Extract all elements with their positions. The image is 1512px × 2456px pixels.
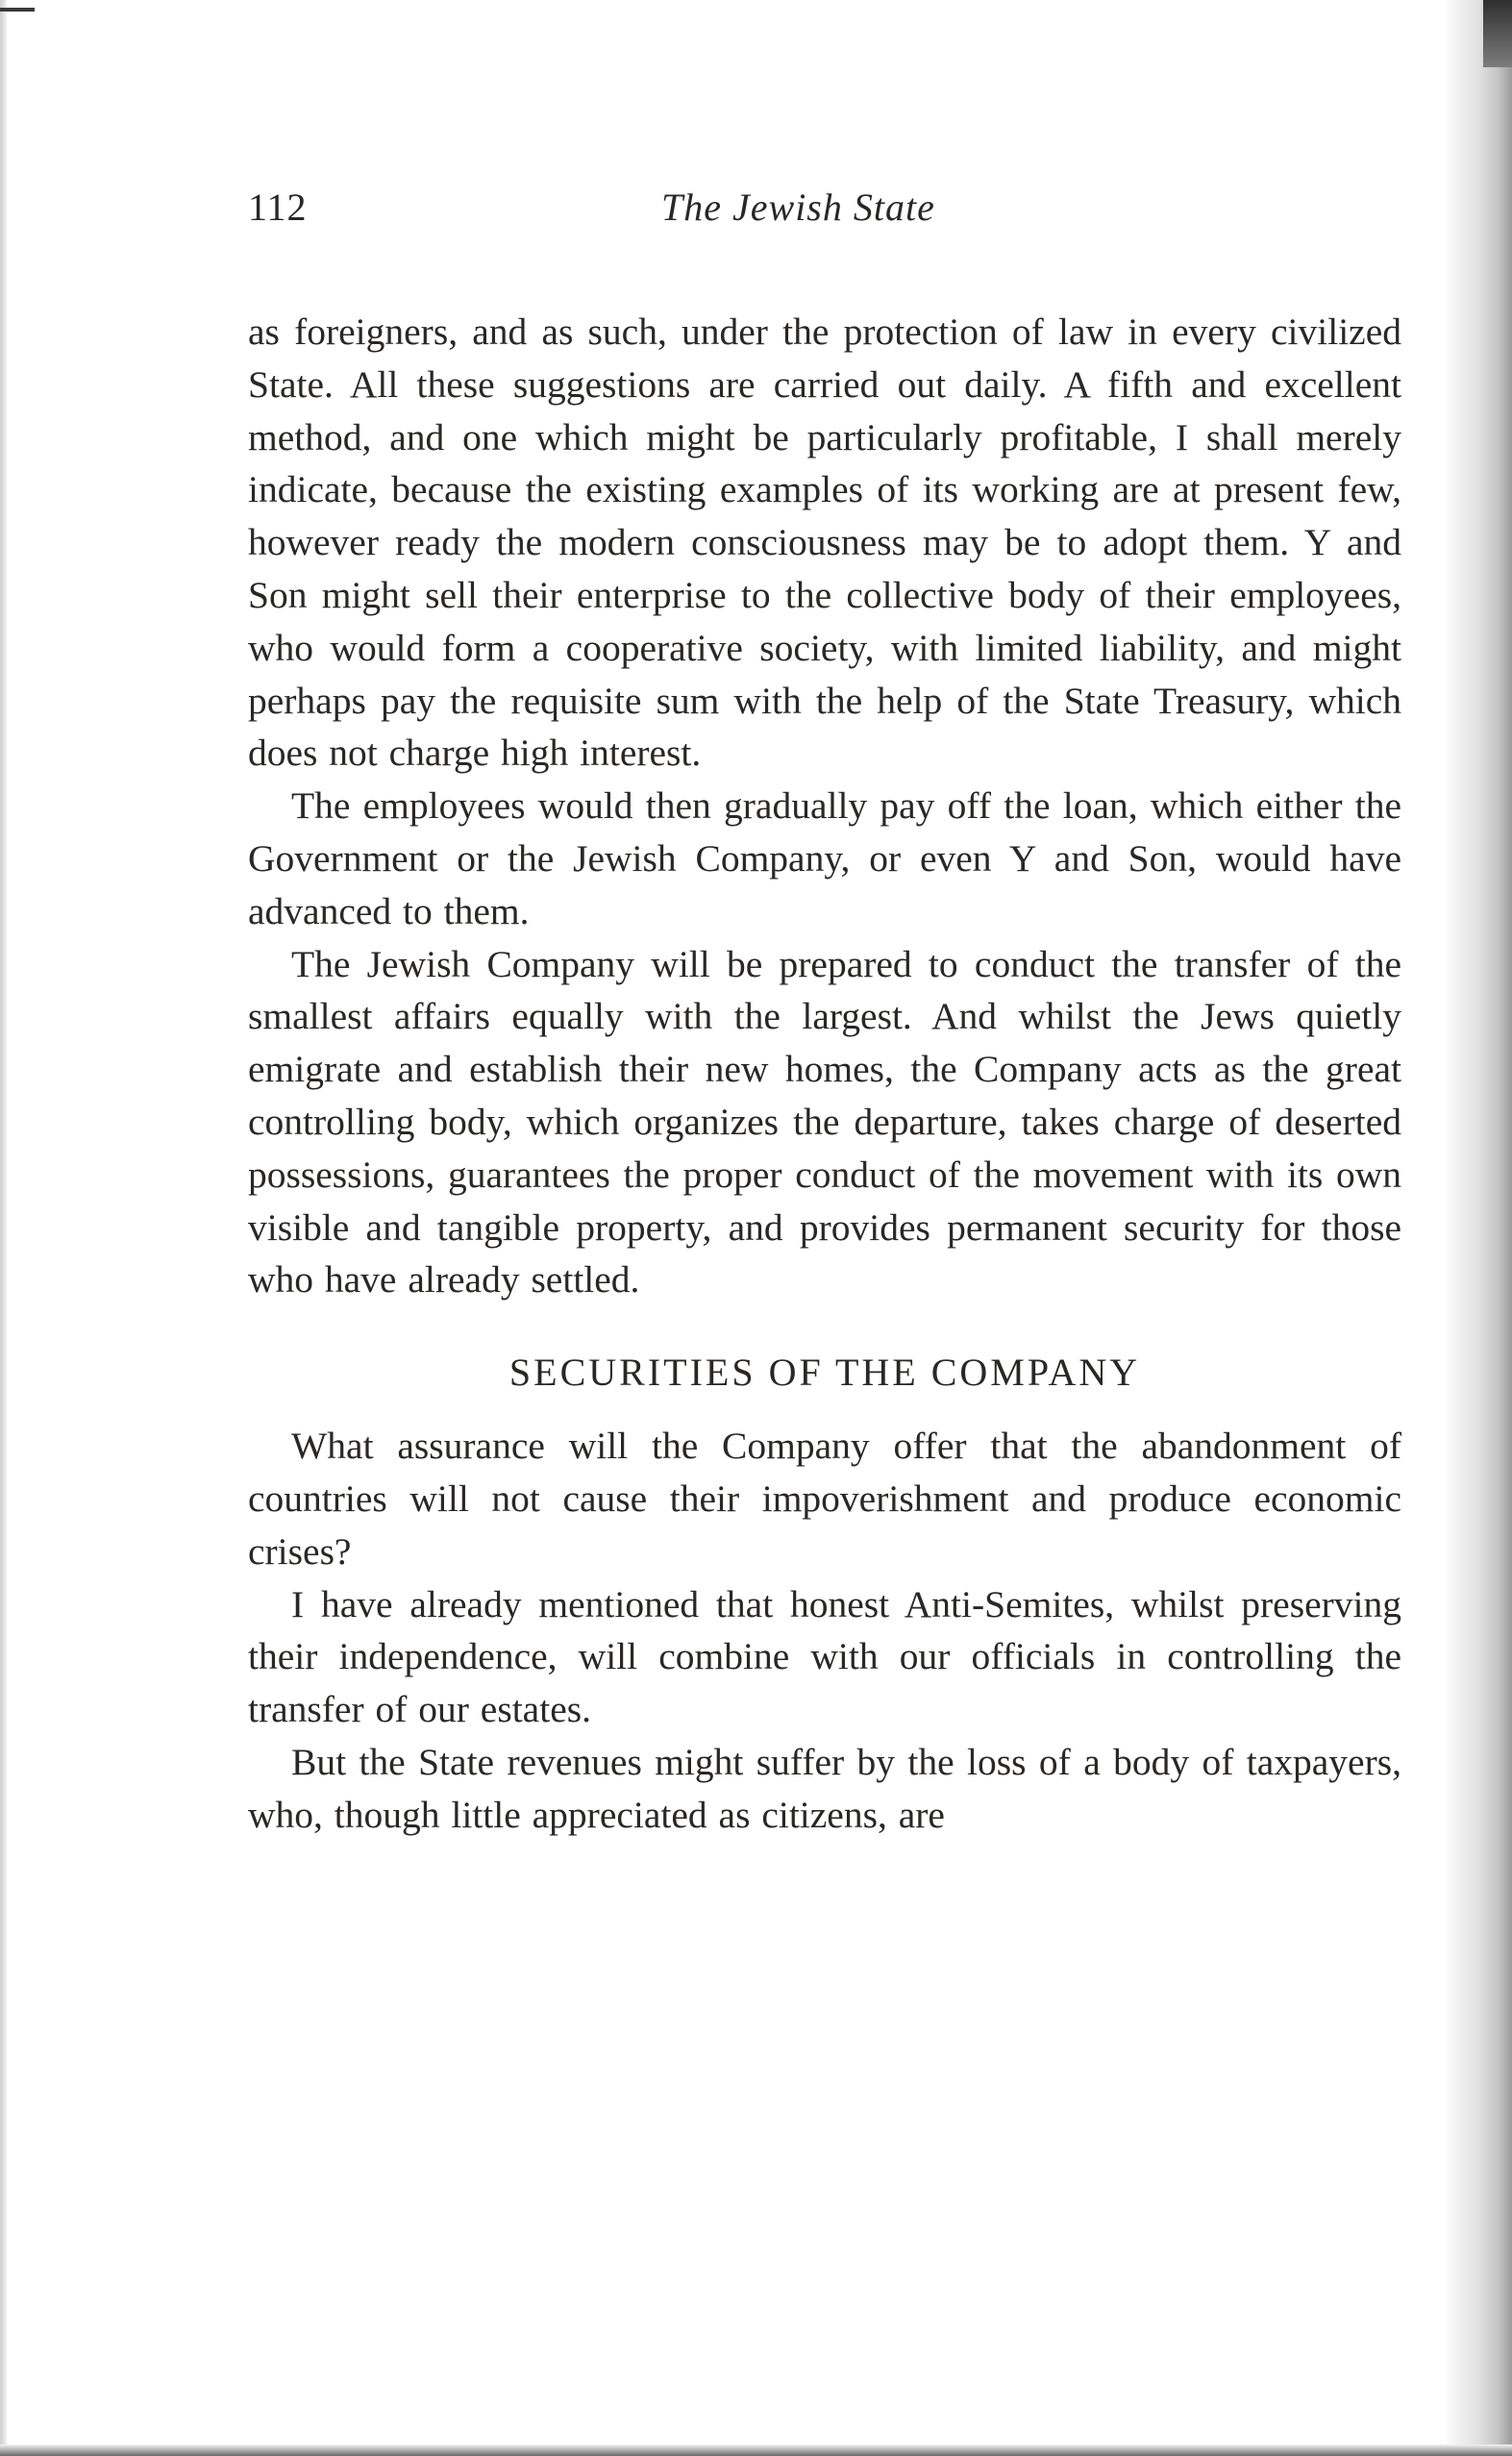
bottom-page-edge bbox=[0, 2444, 1512, 2456]
top-right-corner-shadow bbox=[1483, 0, 1512, 67]
running-header bbox=[248, 185, 1401, 242]
body-text bbox=[248, 306, 1401, 1842]
paragraph-state-revenues: But the State revenues might suffer by the loss of a body of taxpayers, who, though little appreciated as citizens, are bbox=[248, 1740, 1401, 1836]
paragraph-continuation: as foreigners, and as such, under the protection of law in every civilized State. All these suggestions are carried out daily. A fifth and excellent method, and one which might be particularly profitable, I shall merely indicate, because the existing examples of its working are at present few, however ready the modern consciousness may be to adopt them. Y and Son might sell their enterprise to the collective body of their employees, who would form a cooperative society, with limited liability, and might perhaps pay the requisite sum with the help of the State Treasury, which does not charge high interest. bbox=[248, 310, 1401, 775]
top-left-corner-mark bbox=[0, 8, 35, 12]
right-binding-shadow bbox=[1443, 0, 1512, 2456]
paragraph-employees-loan: The employees would then gradually pay off the loan, which either the Government or the Jewish Company, or even Y and Son, would have advanced to them. bbox=[248, 784, 1401, 932]
paragraph-jewish-company-transfer: The Jewish Company will be prepared to conduct the transfer of the smallest affairs equally with the largest. And whilst the Jews quietly emigrate and establish their new homes, the Company acts as the great controlling body, which organizes the departure, takes charge of deserted possessions, guarantees the proper conduct of the movement with its own visible and tangible property, and provides permanent security for those who have already settled. bbox=[248, 942, 1401, 1302]
paragraph-anti-semites: I have already mentioned that honest Anti-Semites, whilst preserving their independence, will combine with our officials in controlling the transfer of our estates. bbox=[248, 1582, 1401, 1731]
book-title: The Jewish State bbox=[661, 186, 935, 229]
section-heading: SECURITIES OF THE COMPANY bbox=[508, 1351, 1141, 1395]
paragraph-assurance-question: What assurance will the Company offer that the abandonment of countries will not cause their impoverishment and produce economic crises? bbox=[248, 1425, 1401, 1573]
left-page-edge bbox=[0, 0, 7, 2456]
page-number: 112 bbox=[248, 186, 308, 229]
